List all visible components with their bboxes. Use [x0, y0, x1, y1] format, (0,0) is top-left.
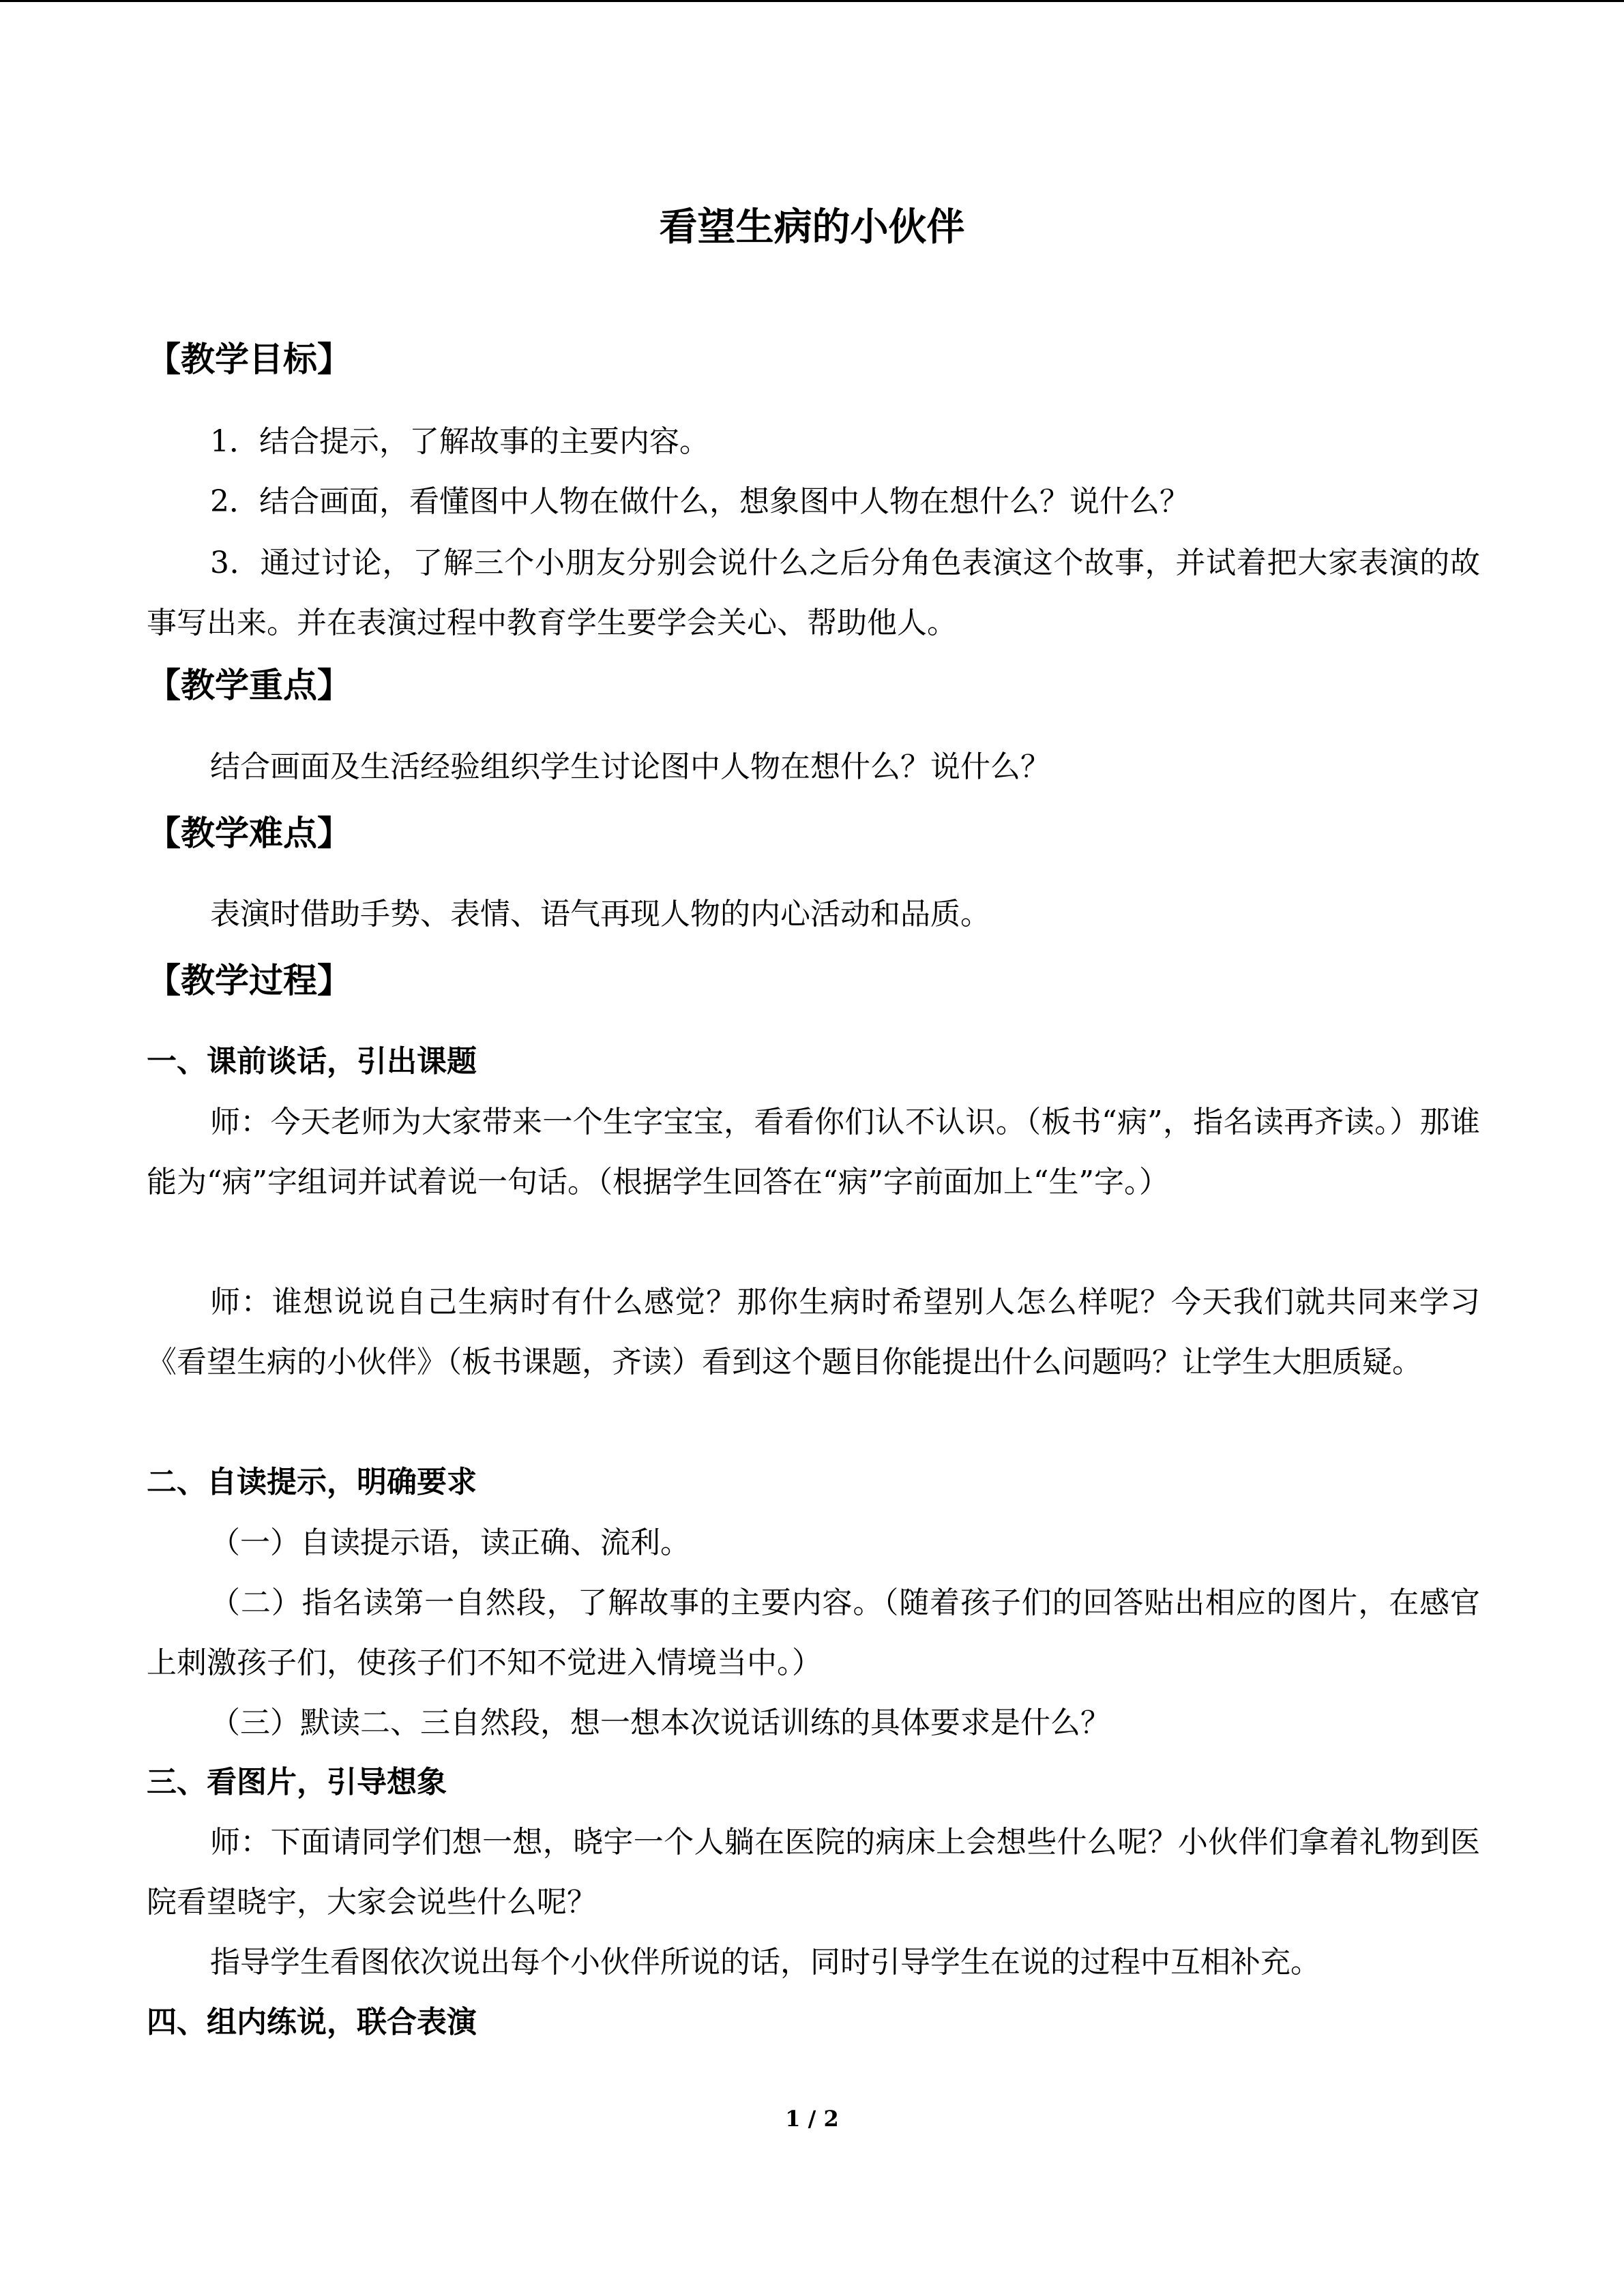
step1-paragraph-2: 师：谁想说说自己生病时有什么感觉？那你生病时希望别人怎么样呢？今天我们就共同来学习《看望生病的小伙伴》（板书课题，齐读）看到这个题目你能提出什么问题吗？让学生大胆质疑。: [147, 1285, 1480, 1380]
top-border-line: [0, 0, 1624, 2]
step2-paragraph-3: （三）默读二、三自然段，想一想本次说话训练的具体要求是什么？: [210, 1705, 1110, 1740]
objective-item-1: 1．结合提示，了解故事的主要内容。: [210, 424, 709, 459]
difficulties-text: 表演时借助手势、表情、语气再现人物的内心活动和品质。: [210, 897, 990, 931]
step4-heading: 四、组内练说，联合表演: [147, 2005, 477, 2040]
objective-item-2: 2．结合画面，看懂图中人物在做什么，想象图中人物在想什么？说什么？: [210, 484, 1190, 519]
heading-key-points: 【教学重点】: [147, 666, 351, 705]
step3-heading: 三、看图片，引导想象: [147, 1765, 447, 1800]
step3-paragraph-2: 指导学生看图依次说出每个小伙伴所说的话，同时引导学生在说的过程中互相补充。: [210, 1945, 1320, 1980]
step1-paragraph-1: 师：今天老师为大家带来一个生字宝宝，看看你们认不认识。（板书“病”，指名读再齐读。）那谁能为“病”字组词并试着说一句话。（根据学生回答在“病”字前面加上“生”字。）: [147, 1105, 1480, 1199]
step3-paragraph-1: 师：下面请同学们想一想，晓宇一个人躺在医院的病床上会想些什么呢？小伙伴们拿着礼物到医院看望晓宇，大家会说些什么呢？: [147, 1825, 1480, 1920]
heading-objectives: 【教学目标】: [147, 340, 351, 379]
step2-heading: 二、自读提示，明确要求: [147, 1465, 477, 1500]
key-points-text: 结合画面及生活经验组织学生讨论图中人物在想什么？说什么？: [210, 749, 1050, 784]
document-title: 看望生病的小伙伴: [659, 205, 965, 250]
step2-paragraph-1: （一）自读提示语，读正确、流利。: [210, 1525, 690, 1560]
step2-paragraph-2: （二）指名读第一自然段，了解故事的主要内容。（随着孩子们的回答贴出相应的图片，在感官上刺激孩子们，使孩子们不知不觉进入情境当中。）: [147, 1585, 1480, 1680]
objective-item-3: 3．通过讨论，了解三个小朋友分别会说什么之后分角色表演这个故事，并试着把大家表演的故事写出来。并在表演过程中教育学生要学会关心、帮助他人。: [147, 546, 1480, 640]
page-number: 1 / 2: [785, 2106, 839, 2132]
step1-heading: 一、课前谈话，引出课题: [147, 1044, 477, 1079]
heading-difficulties: 【教学难点】: [147, 814, 351, 853]
heading-process: 【教学过程】: [147, 961, 351, 1000]
